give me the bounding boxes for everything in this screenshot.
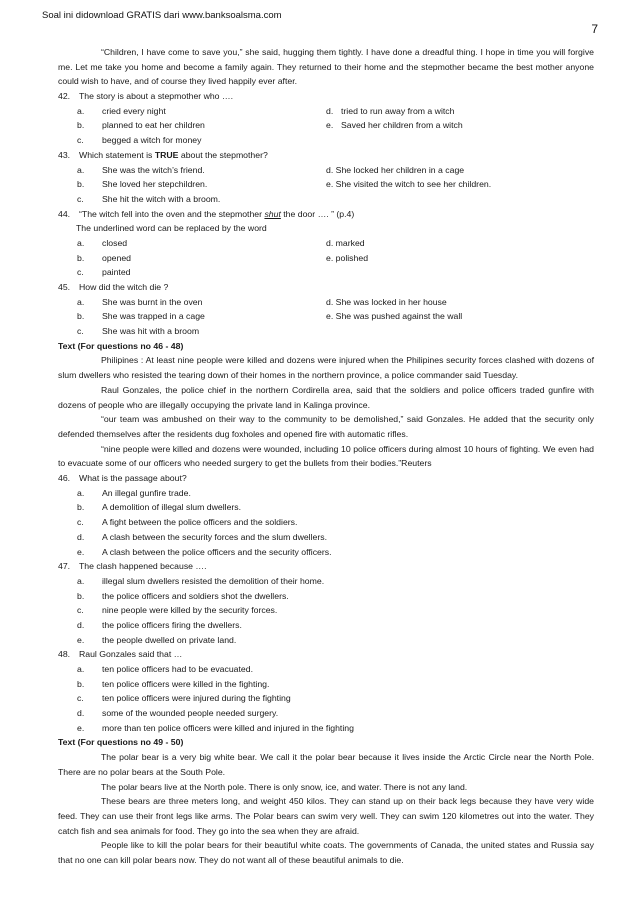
option-text: She was the witch’s friend.: [102, 164, 205, 175]
option-row: [0, 706, 638, 721]
passage-paragraph: Raul Gonzales, the police chief in the northern Cordirella area, said that the soldiers and police officers traded gunfire with dozens of people who are illegally occupying the private land in Kalinga province.: [58, 384, 594, 410]
option-letter: c.: [77, 605, 84, 616]
option-text: She loved her stepchildren.: [102, 179, 208, 190]
option-row: [0, 177, 638, 192]
option-letter: a.: [77, 664, 85, 675]
option-text: the police officers firing the dwellers.: [102, 619, 242, 630]
question-number: 45.: [58, 282, 71, 293]
option-letter: a.: [77, 237, 85, 248]
question-42: [58, 89, 638, 104]
option-letter: c.: [77, 693, 84, 704]
question-number: 48.: [58, 649, 71, 660]
option-letter: e.: [77, 546, 85, 557]
option-row: [0, 574, 638, 589]
question-text: the door …. ” (p.4): [280, 208, 355, 219]
option-letter: b.: [77, 179, 85, 190]
question-text: “The witch fell into the oven and the stepmother: [79, 208, 265, 219]
option-row: [0, 545, 638, 560]
option-text: She hit the witch with a broom.: [102, 193, 221, 204]
option-row: [0, 236, 638, 251]
story-ending-paragraph: “Children, I have come to save you,” she said, hugging them tightly. I have done a dreadful thing. I hope in time you will forgive me. Let me take you home and become a family again. They returned to their home and the stepmother became the best mother anyone could wish to have, and of course they lived happily ever after.: [58, 47, 594, 87]
option-text: An illegal gunfire trade.: [102, 487, 191, 498]
option-row: [0, 104, 638, 119]
question-text: Which statement is: [79, 149, 155, 160]
option-letter: c.: [77, 193, 84, 204]
option-row: [0, 309, 638, 324]
option-text: A clash between the police officers and the security officers.: [102, 546, 332, 557]
option-row: [0, 192, 638, 207]
option-text: She was trapped in a cage: [102, 311, 205, 322]
question-number: 46.: [58, 473, 71, 484]
option-row: [0, 163, 638, 178]
option-row: [0, 589, 638, 604]
section-heading: Text (For questions no 46 - 48): [58, 340, 184, 351]
question-text: The clash happened because ….: [79, 561, 207, 572]
option-text: ten police officers were killed in the fighting.: [102, 678, 270, 689]
question-43: [58, 148, 638, 163]
question-45: [58, 280, 638, 295]
option-letter: a.: [77, 105, 85, 116]
question-subtext: The underlined word can be replaced by the word: [76, 223, 267, 234]
passage-paragraph: The polar bear is a very big white bear. We call it the polar bear because it lives inside the Arctic Circle near the North Pole. There are no polar bears at the South Pole.: [58, 752, 594, 777]
section-heading: Text (For questions no 49 - 50): [58, 737, 184, 748]
option-text: cried every night: [102, 105, 166, 116]
option-row: [0, 721, 638, 736]
option-row: [0, 618, 638, 633]
option-text: the police officers and soldiers shot the dwellers.: [102, 590, 289, 601]
question-text: about the stepmother?: [178, 149, 268, 160]
passage-paragraph: Philipines : At least nine people were killed and dozens were injured when the Philipines security forces clashed with dozens of slum dwellers who resisted the tearing down of their homes in the northern province, a police commander said Tuesday.: [58, 355, 594, 381]
option-letter: b.: [77, 252, 85, 263]
option-text: Saved her children from a witch: [341, 120, 463, 131]
question-number: 43.: [58, 149, 71, 160]
option-row: [0, 500, 638, 515]
option-row: [0, 633, 638, 648]
option-letter: a.: [77, 487, 85, 498]
option-letter: b.: [77, 590, 85, 601]
option-text: ten police officers had to be evacuated.: [102, 664, 254, 675]
option-right: e. polished: [326, 252, 369, 263]
option-row: [0, 133, 638, 148]
option-text: A clash between the security forces and the slum dwellers.: [102, 531, 328, 542]
option-text: A demolition of illegal slum dwellers.: [102, 502, 242, 513]
option-row: [0, 691, 638, 706]
option-letter: b.: [77, 311, 85, 322]
option-letter: c.: [77, 517, 84, 528]
emphasis-word: TRUE: [154, 149, 179, 160]
option-text: She was hit with a broom: [102, 326, 200, 337]
option-letter: e.: [326, 120, 334, 131]
option-text: nine people were killed by the security forces.: [102, 605, 278, 616]
option-text: She was burnt in the oven: [102, 296, 203, 307]
option-text: painted: [102, 267, 131, 278]
question-number: 44.: [58, 208, 71, 219]
option-text: planned to eat her children: [102, 120, 205, 131]
option-row: [0, 251, 638, 266]
option-text: A fight between the police officers and the soldiers.: [102, 517, 298, 528]
option-row: [0, 515, 638, 530]
option-letter: b.: [77, 678, 85, 689]
option-letter: c.: [77, 267, 84, 278]
option-text: closed: [102, 237, 128, 248]
question-text: How did the witch die ?: [79, 282, 169, 293]
option-letter: c.: [77, 326, 84, 337]
option-row: [0, 662, 638, 677]
option-text: opened: [102, 252, 131, 263]
option-letter: d.: [77, 708, 85, 719]
option-right: d. She locked her children in a cage: [326, 164, 465, 175]
option-row: [0, 265, 638, 280]
question-number: 42.: [58, 91, 71, 102]
document-body: [0, 45, 638, 868]
option-text: tried to run away from a witch: [341, 105, 455, 116]
passage-paragraph: “nine people were killed and dozens were wounded, including 10 police officers during almost 10 hours of fighting. We even had to evacuate some of our officers who needed surgery to get the bullets from their bodies.”Reuters: [58, 443, 594, 469]
option-right: e. She visited the witch to see her children.: [326, 179, 492, 190]
option-text: illegal slum dwellers resisted the demolition of their home.: [102, 575, 325, 586]
underlined-word: shut: [264, 208, 281, 219]
question-48: [58, 647, 638, 662]
option-row: [0, 486, 638, 501]
question-text: What is the passage about?: [79, 473, 187, 484]
option-letter: a.: [77, 296, 85, 307]
option-row: [0, 530, 638, 545]
source-header: Soal ini didownload GRATIS dari www.banksoalsma.com: [42, 10, 282, 21]
option-letter: d.: [77, 531, 85, 542]
option-letter: d.: [326, 105, 334, 116]
question-text: Raul Gonzales said that …: [79, 649, 183, 660]
option-row: [0, 324, 638, 339]
option-right: e. She was pushed against the wall: [326, 311, 463, 322]
passage-paragraph: These bears are three meters long, and weight 450 kilos. They can stand up on their back legs because they have very wide feed. They can use their front legs like arms. The Polar bears can swim very well. They can swim 120 kilometres out into the water. They catch fish and sea animals for food. They go into the sea when they are afraid.: [58, 796, 594, 836]
option-letter: b.: [77, 120, 85, 131]
option-letter: e.: [77, 634, 85, 645]
option-letter: a.: [77, 575, 85, 586]
question-46: [58, 471, 638, 486]
option-letter: c.: [77, 135, 84, 146]
option-letter: b.: [77, 502, 85, 513]
passage-paragraph: People like to kill the polar bears for their beautiful white coats. The governments of Canada, the united states and Russia say that no one can kill polar bears now. They do not want all of these beautiful animals to die.: [58, 840, 594, 866]
option-text: more than ten police officers were killed and injured in the fighting: [102, 722, 354, 733]
option-letter: a.: [77, 164, 85, 175]
option-right: d. She was locked in her house: [326, 296, 447, 307]
option-letter: e.: [77, 722, 85, 733]
question-44: [58, 207, 638, 222]
option-row: [0, 603, 638, 618]
question-47: [58, 559, 638, 574]
passage-paragraph: “our team was ambushed on their way to the community to be demolished,” said Gonzales. He added that the security only defended themselves after the residents dug foxholes and opened fire with automatic rifles.: [58, 414, 594, 439]
option-row: [0, 295, 638, 310]
page-number: 7: [591, 22, 598, 36]
option-text: ten police officers were injured during the fighting: [102, 693, 291, 704]
option-letter: d.: [77, 619, 85, 630]
option-text: the people dwelled on private land.: [102, 634, 237, 645]
option-text: begged a witch for money: [102, 135, 202, 146]
question-number: 47.: [58, 561, 71, 572]
passage-paragraph: The polar bears live at the North pole. There is only snow, ice, and water. There is not any land.: [101, 781, 468, 792]
option-row: [0, 677, 638, 692]
option-text: some of the wounded people needed surgery.: [102, 708, 279, 719]
question-text: The story is about a stepmother who ….: [79, 91, 234, 102]
option-right: d. marked: [326, 237, 365, 248]
option-row: [0, 118, 638, 133]
